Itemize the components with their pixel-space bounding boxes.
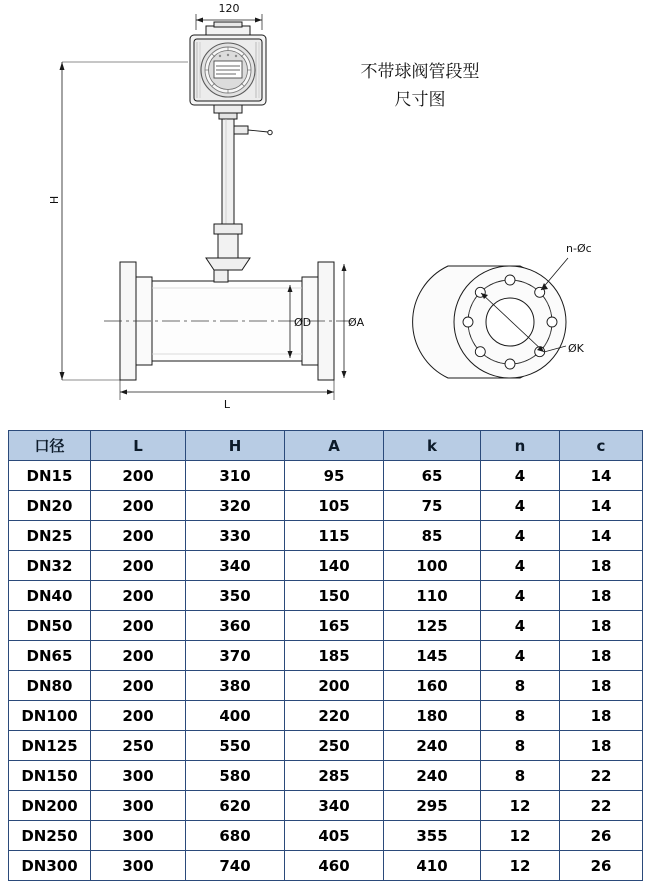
cell-diameter: DN65 [9, 641, 91, 671]
transmitter-housing [190, 22, 266, 119]
cell-h: 550 [186, 731, 285, 761]
cell-k: 355 [384, 821, 481, 851]
cell-n: 12 [481, 791, 560, 821]
cell-a: 220 [285, 701, 384, 731]
cell-l: 300 [91, 821, 186, 851]
cell-c: 14 [560, 461, 643, 491]
specification-table [8, 430, 643, 881]
label-height: H [48, 195, 61, 205]
cell-h: 400 [186, 701, 285, 731]
cell-l: 200 [91, 671, 186, 701]
cell-h: 330 [186, 521, 285, 551]
cell-h: 320 [186, 491, 285, 521]
cell-l: 200 [91, 701, 186, 731]
cell-diameter: DN100 [9, 701, 91, 731]
table-row [9, 791, 643, 821]
cell-diameter: DN32 [9, 551, 91, 581]
cell-k: 240 [384, 731, 481, 761]
cell-k: 110 [384, 581, 481, 611]
cell-a: 340 [285, 791, 384, 821]
table-row [9, 551, 643, 581]
cell-h: 360 [186, 611, 285, 641]
specification-table-container [8, 430, 642, 881]
cell-k: 160 [384, 671, 481, 701]
cell-k: 410 [384, 851, 481, 881]
length-dimension [120, 380, 334, 400]
cell-n: 4 [481, 581, 560, 611]
cell-a: 95 [285, 461, 384, 491]
cell-h: 680 [186, 821, 285, 851]
table-row [9, 641, 643, 671]
cell-k: 75 [384, 491, 481, 521]
cell-n: 12 [481, 821, 560, 851]
cell-diameter: DN300 [9, 851, 91, 881]
cell-diameter: DN150 [9, 761, 91, 791]
cell-n: 8 [481, 731, 560, 761]
cell-h: 370 [186, 641, 285, 671]
table-row [9, 521, 643, 551]
cell-c: 22 [560, 791, 643, 821]
cell-diameter: DN250 [9, 821, 91, 851]
column-header-h: H [186, 431, 285, 461]
cell-diameter: DN15 [9, 461, 91, 491]
cell-c: 26 [560, 851, 643, 881]
cell-c: 18 [560, 581, 643, 611]
cell-k: 180 [384, 701, 481, 731]
table-row [9, 821, 643, 851]
dimension-drawing [0, 0, 650, 428]
cell-a: 200 [285, 671, 384, 701]
cell-n: 8 [481, 761, 560, 791]
cell-a: 150 [285, 581, 384, 611]
pipe-body [104, 262, 352, 380]
cell-c: 18 [560, 551, 643, 581]
cell-n: 4 [481, 491, 560, 521]
cell-c: 26 [560, 821, 643, 851]
cell-c: 14 [560, 491, 643, 521]
cell-c: 14 [560, 521, 643, 551]
cell-c: 18 [560, 701, 643, 731]
label-bolt-hole: n-Øc [566, 242, 592, 255]
cell-l: 200 [91, 641, 186, 671]
cell-n: 4 [481, 551, 560, 581]
cell-h: 310 [186, 461, 285, 491]
caption-line-2: 尺寸图 [394, 90, 446, 110]
cell-h: 580 [186, 761, 285, 791]
table-body [9, 461, 643, 881]
caption-line-1: 不带球阀管段型 [360, 62, 480, 82]
cell-h: 350 [186, 581, 285, 611]
cell-k: 100 [384, 551, 481, 581]
cell-h: 380 [186, 671, 285, 701]
cell-k: 145 [384, 641, 481, 671]
cell-n: 4 [481, 611, 560, 641]
cell-a: 405 [285, 821, 384, 851]
cell-a: 105 [285, 491, 384, 521]
cell-n: 8 [481, 701, 560, 731]
flange-face-view [413, 258, 568, 378]
cell-l: 300 [91, 761, 186, 791]
column-header-diameter: 口径 [9, 431, 91, 461]
table-row [9, 491, 643, 521]
cell-a: 250 [285, 731, 384, 761]
cell-c: 18 [560, 611, 643, 641]
cell-n: 4 [481, 461, 560, 491]
cell-k: 85 [384, 521, 481, 551]
label-inner-dia: ØD [294, 316, 312, 329]
cell-a: 115 [285, 521, 384, 551]
cell-diameter: DN200 [9, 791, 91, 821]
cell-l: 250 [91, 731, 186, 761]
cell-h: 740 [186, 851, 285, 881]
cell-k: 240 [384, 761, 481, 791]
cell-k: 295 [384, 791, 481, 821]
label-bolt-circle: ØK [568, 342, 584, 355]
cell-c: 18 [560, 671, 643, 701]
table-row [9, 581, 643, 611]
table-row [9, 851, 643, 881]
column-header-k: k [384, 431, 481, 461]
table-row [9, 701, 643, 731]
cell-l: 200 [91, 461, 186, 491]
cell-k: 125 [384, 611, 481, 641]
cell-l: 200 [91, 521, 186, 551]
cell-n: 8 [481, 671, 560, 701]
cell-a: 185 [285, 641, 384, 671]
cell-l: 200 [91, 581, 186, 611]
cell-diameter: DN80 [9, 671, 91, 701]
cell-diameter: DN20 [9, 491, 91, 521]
cell-diameter: DN40 [9, 581, 91, 611]
cell-h: 620 [186, 791, 285, 821]
table-row [9, 761, 643, 791]
table-header-row [9, 431, 643, 461]
label-length: L [223, 398, 231, 411]
cell-l: 200 [91, 491, 186, 521]
cell-diameter: DN25 [9, 521, 91, 551]
transmitter-neck [222, 119, 272, 235]
label-top-dim: 120 [218, 2, 240, 15]
column-header-n: n [481, 431, 560, 461]
column-header-l: L [91, 431, 186, 461]
table-row [9, 731, 643, 761]
cell-l: 300 [91, 791, 186, 821]
cell-c: 22 [560, 761, 643, 791]
drawing-caption [300, 58, 540, 114]
cell-a: 165 [285, 611, 384, 641]
table-row [9, 671, 643, 701]
label-outer-dia: ØA [348, 316, 365, 329]
cell-c: 18 [560, 731, 643, 761]
cell-a: 285 [285, 761, 384, 791]
cell-k: 65 [384, 461, 481, 491]
table-row [9, 611, 643, 641]
sensor-collar [206, 224, 250, 270]
cell-diameter: DN125 [9, 731, 91, 761]
column-header-c: c [560, 431, 643, 461]
column-header-a: A [285, 431, 384, 461]
cell-l: 200 [91, 551, 186, 581]
cell-n: 12 [481, 851, 560, 881]
cell-l: 200 [91, 611, 186, 641]
cell-n: 4 [481, 641, 560, 671]
cell-l: 300 [91, 851, 186, 881]
cell-diameter: DN50 [9, 611, 91, 641]
table-row [9, 461, 643, 491]
cell-c: 18 [560, 641, 643, 671]
cell-h: 340 [186, 551, 285, 581]
cell-a: 460 [285, 851, 384, 881]
cell-n: 4 [481, 521, 560, 551]
cell-a: 140 [285, 551, 384, 581]
